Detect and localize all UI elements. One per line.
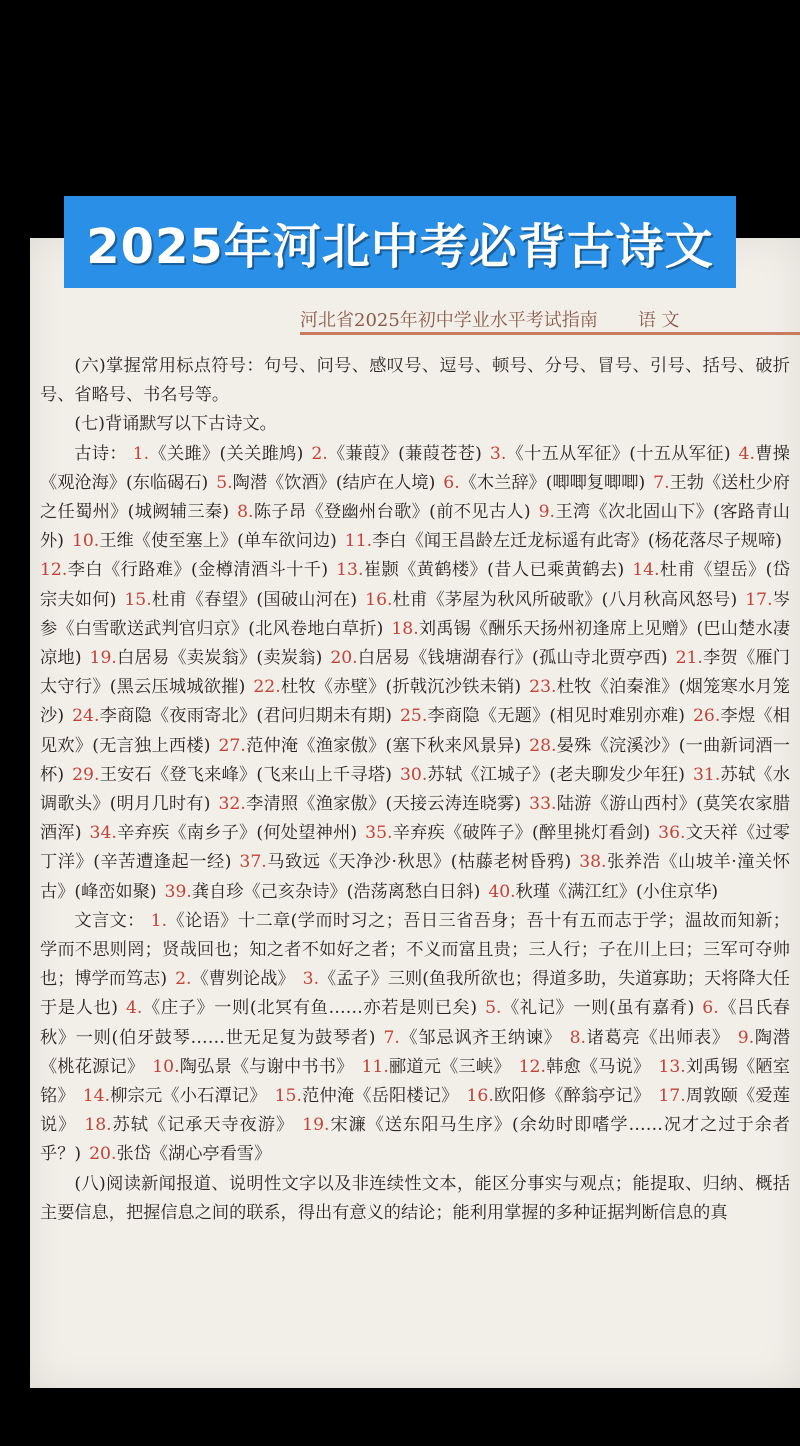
poem-item — [90, 648, 323, 668]
poem-item-number: 29. — [72, 764, 100, 785]
poem-item-text: 晏殊《浣溪沙》(一曲新词酒一杯) — [40, 735, 790, 785]
prose-label: 文言文： — [74, 910, 145, 931]
poem-item — [336, 560, 624, 580]
prose-item-number: 20. — [89, 1144, 117, 1165]
poem-item-number: 17. — [745, 589, 773, 610]
poem-item — [239, 852, 571, 872]
prose-item — [361, 1057, 510, 1077]
poem-item-number: 2. — [311, 443, 328, 464]
poem-item-text: 《十五从军征》(十五从军征) — [506, 443, 731, 464]
poem-item — [219, 736, 522, 756]
prose-item — [83, 1086, 267, 1106]
prose-item-text: 陶弘景《与谢中书书》 — [179, 1056, 354, 1077]
poem-item-text: 苏轼《江城子》(老夫聊发少年狂) — [427, 764, 685, 785]
poem-item — [490, 444, 731, 464]
poem-item-number: 19. — [89, 648, 117, 669]
poem-item-number: 35. — [365, 823, 393, 844]
prose-item-text: 宋濂《送东阳马生序》(余幼时即嗜学……况才之过于余者乎？) — [40, 1115, 790, 1165]
prose-item-text: 《庄子》一则(北冥有鱼……亦若是则已矣) — [142, 998, 478, 1019]
poem-item-number: 34. — [89, 823, 117, 844]
prose-item-text: 苏轼《记承天寺夜游》 — [111, 1115, 295, 1136]
poem-item-number: 11. — [344, 531, 373, 552]
poem-item — [133, 444, 304, 464]
poem-item-text: 《蒹葭》(蒹葭苍苍) — [327, 443, 482, 464]
poem-item-number: 3. — [489, 443, 507, 464]
poem-item-text: 《关雎》(关关雎鸠) — [149, 443, 304, 464]
poem-item-number: 23. — [529, 677, 557, 698]
prose-item-number: 8. — [569, 1027, 586, 1048]
poem-item-text: 杜牧《赤壁》(折戟沉沙铁未销) — [280, 677, 522, 698]
prose-item-number: 2. — [175, 969, 192, 990]
poem-item — [365, 823, 650, 843]
poem-item-text: 范仲淹《渔家傲》(塞下秋来风景异) — [245, 735, 522, 756]
poem-item-number: 8. — [237, 502, 254, 523]
poem-item-number: 18. — [391, 618, 419, 639]
poem-item-text: 崔颢《黄鹤楼》(昔人已乘黄鹤去) — [363, 560, 625, 581]
poem-item-number: 15. — [124, 589, 152, 610]
poem-item-text: 张养浩《山坡羊·潼关怀古》(峰峦如聚) — [40, 852, 790, 902]
poem-item — [345, 531, 782, 551]
poems-label: 古诗： — [74, 443, 127, 464]
prose-item-number: 12. — [518, 1056, 546, 1077]
prose-item-number: 13. — [658, 1056, 686, 1077]
prose-item-text: 郦道元《三峡》 — [388, 1056, 511, 1077]
poem-item-text: 李清照《渔家傲》(天接云涛连晓雾) — [245, 794, 522, 815]
prose-item-text: 《孟子》三则(鱼我所欲也；得道多助，失道寡助；天将降大任于是人也) — [40, 969, 790, 1019]
poem-item-text: 陆游《游山西村》(莫笑农家腊酒浑) — [40, 794, 790, 844]
poem-item-number: 7. — [653, 472, 670, 493]
prose-item-text: 欧阳修《醉翁亭记》 — [493, 1086, 651, 1107]
poem-item — [365, 590, 737, 610]
prose-item-text: 刘禹锡《陋室铭》 — [40, 1056, 790, 1107]
poem-item-number: 33. — [529, 794, 557, 815]
prose-item-number: 1. — [150, 910, 168, 931]
poem-item-text: 杜牧《泊秦淮》(烟笼寒水月笼沙) — [40, 677, 790, 727]
poem-item-number: 36. — [658, 823, 686, 844]
poem-item-number: 40. — [488, 881, 516, 902]
poem-item-text: 辛弃疾《南乡子》(何处望神州) — [116, 823, 358, 844]
poem-item-number: 25. — [399, 706, 428, 727]
prose-item-number: 17. — [658, 1086, 686, 1107]
poem-item — [165, 882, 481, 902]
poem-item-text: 李白《行路难》(金樽清酒斗十千) — [67, 560, 329, 581]
header-rule — [300, 332, 800, 335]
poem-item-number: 9. — [538, 502, 555, 523]
prose-item — [485, 998, 694, 1018]
poem-item-number: 6. — [443, 472, 460, 493]
poem-item — [400, 706, 685, 726]
poem-item-number: 10. — [71, 531, 100, 552]
poem-item — [219, 794, 522, 814]
prose-item-text: 韩愈《马说》 — [545, 1056, 651, 1077]
prose-item — [175, 969, 295, 989]
poem-item-text: 陶潜《饮酒》(结庐在人境) — [232, 472, 436, 493]
poem-item-number: 32. — [218, 794, 246, 815]
poem-item-number: 21. — [675, 648, 703, 669]
poem-item-number: 13. — [336, 560, 364, 581]
prose-item-number: 19. — [302, 1115, 330, 1136]
prose-item-text: 《曹刿论战》 — [191, 969, 295, 990]
poem-item-text: 刘禹锡《酬乐天扬州初逢席上见赠》(巴山楚水凄凉地) — [40, 618, 790, 669]
poem-item — [40, 560, 328, 580]
prose-item — [519, 1057, 651, 1077]
prose-item-number: 11. — [361, 1056, 389, 1077]
prose-list — [40, 907, 790, 1170]
prose-item-number: 6. — [702, 998, 719, 1019]
page-body — [40, 352, 790, 1228]
prose-item-text: 张岱《湖心亭看雪》 — [116, 1144, 272, 1165]
poem-item — [72, 706, 392, 726]
poem-item — [216, 473, 435, 493]
prose-item-number: 16. — [466, 1086, 494, 1107]
poem-item-number: 5. — [216, 472, 233, 493]
prose-item-number: 7. — [383, 1027, 400, 1048]
prose-item — [152, 1057, 353, 1077]
poem-item-text: 曹操《观沧海》(东临碣石) — [40, 443, 790, 493]
prose-item-number: 15. — [274, 1086, 302, 1107]
poem-list — [40, 440, 790, 907]
title-banner — [64, 196, 736, 288]
prose-item-text: 柳宗元《小石潭记》 — [110, 1086, 267, 1107]
prose-item-text: 周敦颐《爱莲说》 — [40, 1086, 790, 1136]
prose-item-number: 14. — [82, 1086, 111, 1107]
poem-item — [72, 765, 392, 785]
poem-item-text: 王勃《送杜少府之任蜀州》(城阙辅三秦) — [40, 472, 790, 523]
prose-item-number: 10. — [152, 1056, 180, 1077]
poem-item-text: 杜甫《春望》(国破山河在) — [151, 589, 358, 610]
poem-item-text: 王安石《登飞来峰》(飞来山上千寻塔) — [99, 764, 392, 785]
prose-item-number: 9. — [737, 1027, 755, 1048]
poem-item-text: 李商隐《夜雨寄北》(君问归期未有期) — [99, 706, 392, 727]
poem-item-text: 白居易《卖炭翁》(卖炭翁) — [116, 648, 323, 669]
poem-item-text: 李白《闻王昌龄左迁龙标遥有此寄》(杨花落尽子规啼) — [372, 531, 782, 552]
poem-item-text: 龚自珍《己亥杂诗》(浩荡离愁白日斜) — [191, 881, 481, 902]
poem-item-number: 4. — [738, 443, 755, 464]
poem-item — [253, 677, 521, 697]
poem-item-number: 1. — [132, 443, 150, 464]
poem-item-text: 李煜《相见欢》(无言独上西楼) — [40, 706, 790, 756]
prose-item-number: 5. — [485, 998, 502, 1019]
poem-item-number: 26. — [692, 706, 721, 727]
poem-item — [72, 531, 337, 551]
poem-item-text: 王湾《次北固山下》(客路青山外) — [40, 502, 790, 552]
running-header — [300, 302, 790, 332]
poem-item — [330, 648, 667, 668]
poem-item — [124, 590, 357, 610]
banner-title: 2025年河北中考必背古诗文 — [86, 218, 714, 275]
poem-item-text: 杜甫《望岳》(岱宗夫如何) — [40, 560, 790, 610]
poem-item-text: 苏轼《水调歌头》(明月几时有) — [40, 764, 790, 815]
prose-item — [275, 1086, 459, 1106]
prose-item-text: 《礼记》一则(虽有嘉肴) — [501, 998, 695, 1019]
prose-item-text: 《吕氏春秋》一则(伯牙鼓琴……世无足复为鼓琴者) — [40, 998, 790, 1048]
poem-item-number: 24. — [72, 706, 100, 727]
prose-item-number: 3. — [302, 969, 320, 990]
prose-item — [467, 1086, 651, 1106]
prose-item-text: 诸葛亮《出师表》 — [585, 1027, 730, 1048]
poem-item — [443, 473, 645, 493]
bottom-shadow — [0, 1388, 800, 1446]
poem-item-text: 岑参《白雪歌送武判官归京》(北风卷地白草折) — [40, 589, 790, 639]
poem-item-number: 38. — [579, 852, 607, 873]
poem-item — [488, 882, 718, 902]
prose-item-number: 4. — [125, 998, 143, 1019]
poem-item-text: 王维《使至塞上》(单车欲问边) — [99, 531, 337, 552]
section-7: (七)背诵默写以下古诗文。 — [74, 414, 277, 435]
poem-item-number: 28. — [529, 735, 557, 756]
poem-item-text: 陈子昂《登幽州台歌》(前不见古人) — [253, 502, 531, 523]
poem-item — [400, 765, 685, 785]
poem-item-number: 14. — [632, 560, 660, 581]
poem-item-number: 22. — [253, 677, 281, 698]
prose-item — [126, 998, 477, 1018]
poem-item-text: 李商隐《无题》(相见时难别亦难) — [427, 706, 685, 727]
poem-item-number: 16. — [365, 589, 393, 610]
prose-item — [84, 1115, 294, 1135]
poem-item-number: 12. — [40, 560, 68, 581]
poem-item-text: 杜甫《茅屋为秋风所破歌》(八月秋高风怒号) — [392, 589, 738, 610]
section-8: (八)阅读新闻报道、说明性文字以及非连续性文本，能区分事实与观点；能提取、归纳、概括主要信息，把握信息之间的联系，得出有意义的结论；能利用掌握的多种证据判断信息的真 — [40, 1173, 790, 1223]
section-6: (六)掌握常用标点符号：句号、问号、感叹号、逗号、顿号、分号、冒号、引号、括号、破折号、省略号、书名号等。 — [40, 356, 790, 406]
poem-item-text: 《木兰辞》(唧唧复唧唧) — [459, 472, 646, 493]
poem-item-number: 30. — [399, 764, 428, 785]
poem-item-text: 文天祥《过零丁洋》(辛苦遭逢起一经) — [40, 823, 790, 873]
prose-item-text: 《邹忌讽齐王纳谏》 — [399, 1027, 562, 1048]
poem-item-number: 31. — [692, 764, 721, 785]
poem-item-text: 秋瑾《满江红》(小住京华) — [515, 881, 719, 902]
prose-item-text: 陶潜《桃花源记》 — [40, 1027, 790, 1077]
prose-item — [89, 1144, 271, 1164]
prose-item-number: 18. — [84, 1115, 112, 1136]
poem-item-text: 李贺《雁门太守行》(黑云压城城欲摧) — [40, 648, 790, 698]
poem-item — [90, 823, 358, 843]
prose-item-text: 《论语》十二章(学而时习之；吾日三省吾身；吾十有五而志于学；温故而知新；学而不思则罔；贤哉回也；知之者不如好之者；不义而富且贵；三人行；子在川上曰；三军可夺帅也；博学而笃志) — [40, 910, 790, 990]
poem-item — [311, 444, 482, 464]
poem-item-number: 27. — [218, 735, 246, 756]
poem-item-number: 39. — [164, 881, 192, 902]
prose-item — [383, 1028, 561, 1048]
poem-item-number: 37. — [239, 852, 267, 873]
book-title: 河北省2025年初中学业水平考试指南 — [300, 310, 598, 331]
prose-item-text: 范仲淹《岳阳楼记》 — [301, 1086, 459, 1107]
poem-item-text: 白居易《钱塘湖春行》(孤山寺北贾亭西) — [357, 648, 668, 669]
poem-item-text: 马致远《天净沙·秋思》(枯藤老树昏鸦) — [266, 852, 572, 873]
prose-item — [570, 1028, 730, 1048]
poem-item-number: 20. — [330, 648, 358, 669]
subject-label: 语 文 — [637, 310, 680, 331]
poem-item — [237, 502, 531, 522]
poem-item-text: 辛弃疾《破阵子》(醉里挑灯看剑) — [392, 823, 651, 844]
